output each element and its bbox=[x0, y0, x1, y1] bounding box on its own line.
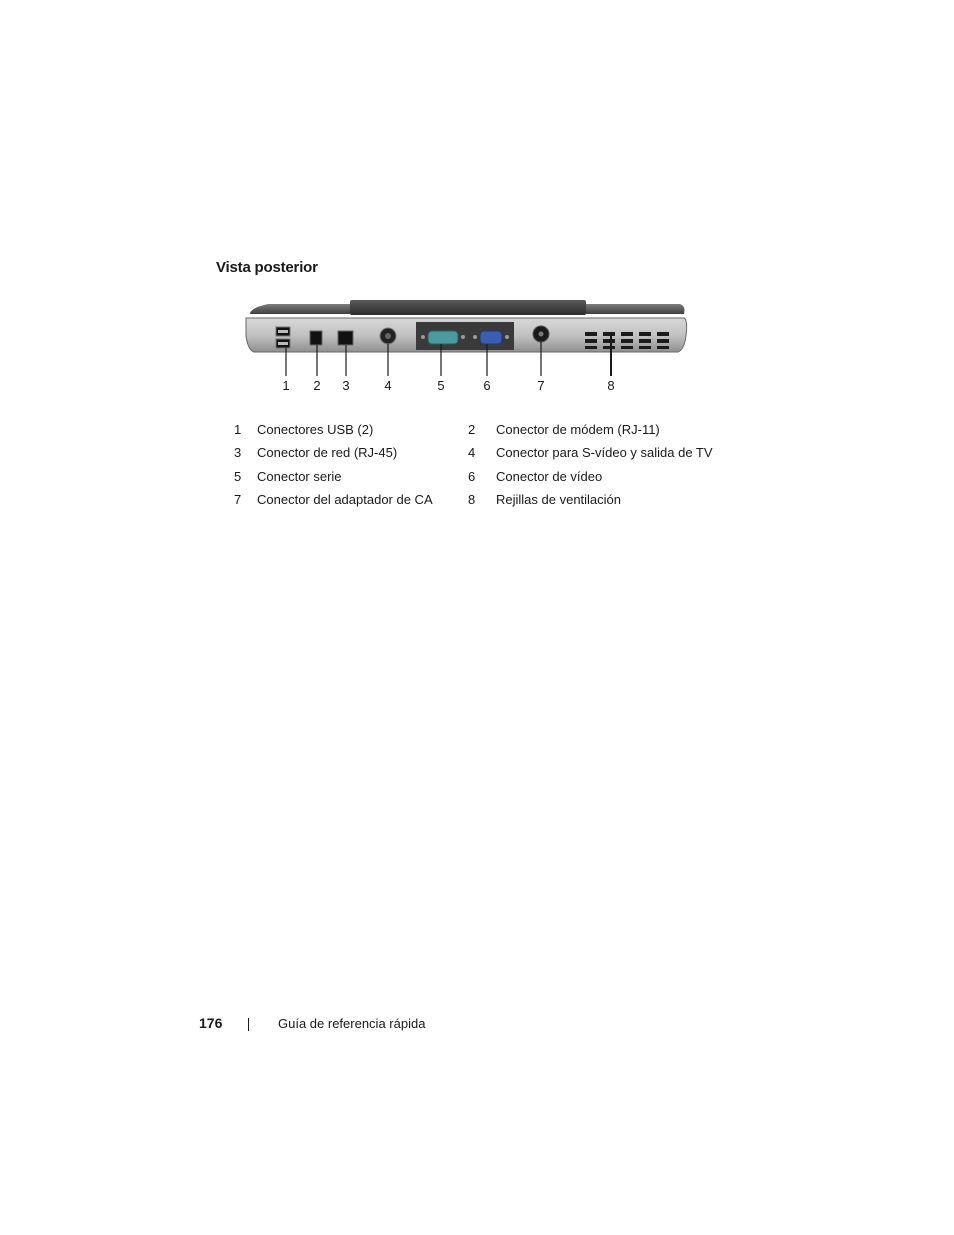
callout-numbers bbox=[0, 378, 954, 394]
hinge-shape bbox=[350, 300, 586, 315]
serial-port bbox=[428, 331, 458, 344]
callout-8: 8 bbox=[607, 378, 615, 393]
callout-5: 5 bbox=[437, 378, 445, 393]
callout-1: 1 bbox=[282, 378, 290, 393]
footer-divider bbox=[248, 1018, 249, 1031]
legend-number: 3 bbox=[234, 445, 242, 461]
callout-3: 3 bbox=[342, 378, 350, 393]
legend-label: Conector del adaptador de CA bbox=[257, 491, 433, 507]
legend-label: Conectores USB (2) bbox=[257, 422, 374, 437]
vga-port bbox=[480, 331, 502, 344]
legend-number: 8 bbox=[468, 491, 476, 507]
legend-label: Rejillas de ventilación bbox=[496, 491, 622, 507]
callout-2: 2 bbox=[313, 378, 321, 393]
legend-label: Conector de módem (RJ-11) bbox=[496, 422, 660, 437]
legend-table bbox=[234, 422, 714, 515]
legend-number: 4 bbox=[468, 445, 476, 461]
legend-number: 6 bbox=[468, 468, 476, 484]
legend-number: 2 bbox=[468, 422, 476, 437]
document-title: Guía de referencia rápida bbox=[278, 1016, 426, 1031]
callout-4: 4 bbox=[384, 378, 392, 393]
legend-row bbox=[234, 492, 714, 515]
legend-label: Conector serie bbox=[257, 468, 342, 484]
section-title: Vista posterior bbox=[216, 259, 318, 276]
modem-port bbox=[310, 331, 322, 345]
legend-row bbox=[234, 469, 714, 492]
legend-number: 1 bbox=[234, 422, 242, 437]
legend-row bbox=[234, 422, 714, 445]
legend-label: Conector de red (RJ-45) bbox=[257, 445, 398, 461]
legend-label: Conector de vídeo bbox=[496, 468, 603, 484]
legend-label: Conector para S-vídeo y salida de TV bbox=[496, 445, 713, 461]
network-port bbox=[338, 331, 353, 345]
legend-number: 5 bbox=[234, 468, 242, 484]
legend-row bbox=[234, 445, 714, 468]
page-number: 176 bbox=[199, 1015, 223, 1031]
page-footer bbox=[0, 1015, 954, 1035]
legend-number: 7 bbox=[234, 491, 242, 507]
callout-7: 7 bbox=[537, 378, 545, 393]
callout-6: 6 bbox=[483, 378, 491, 393]
